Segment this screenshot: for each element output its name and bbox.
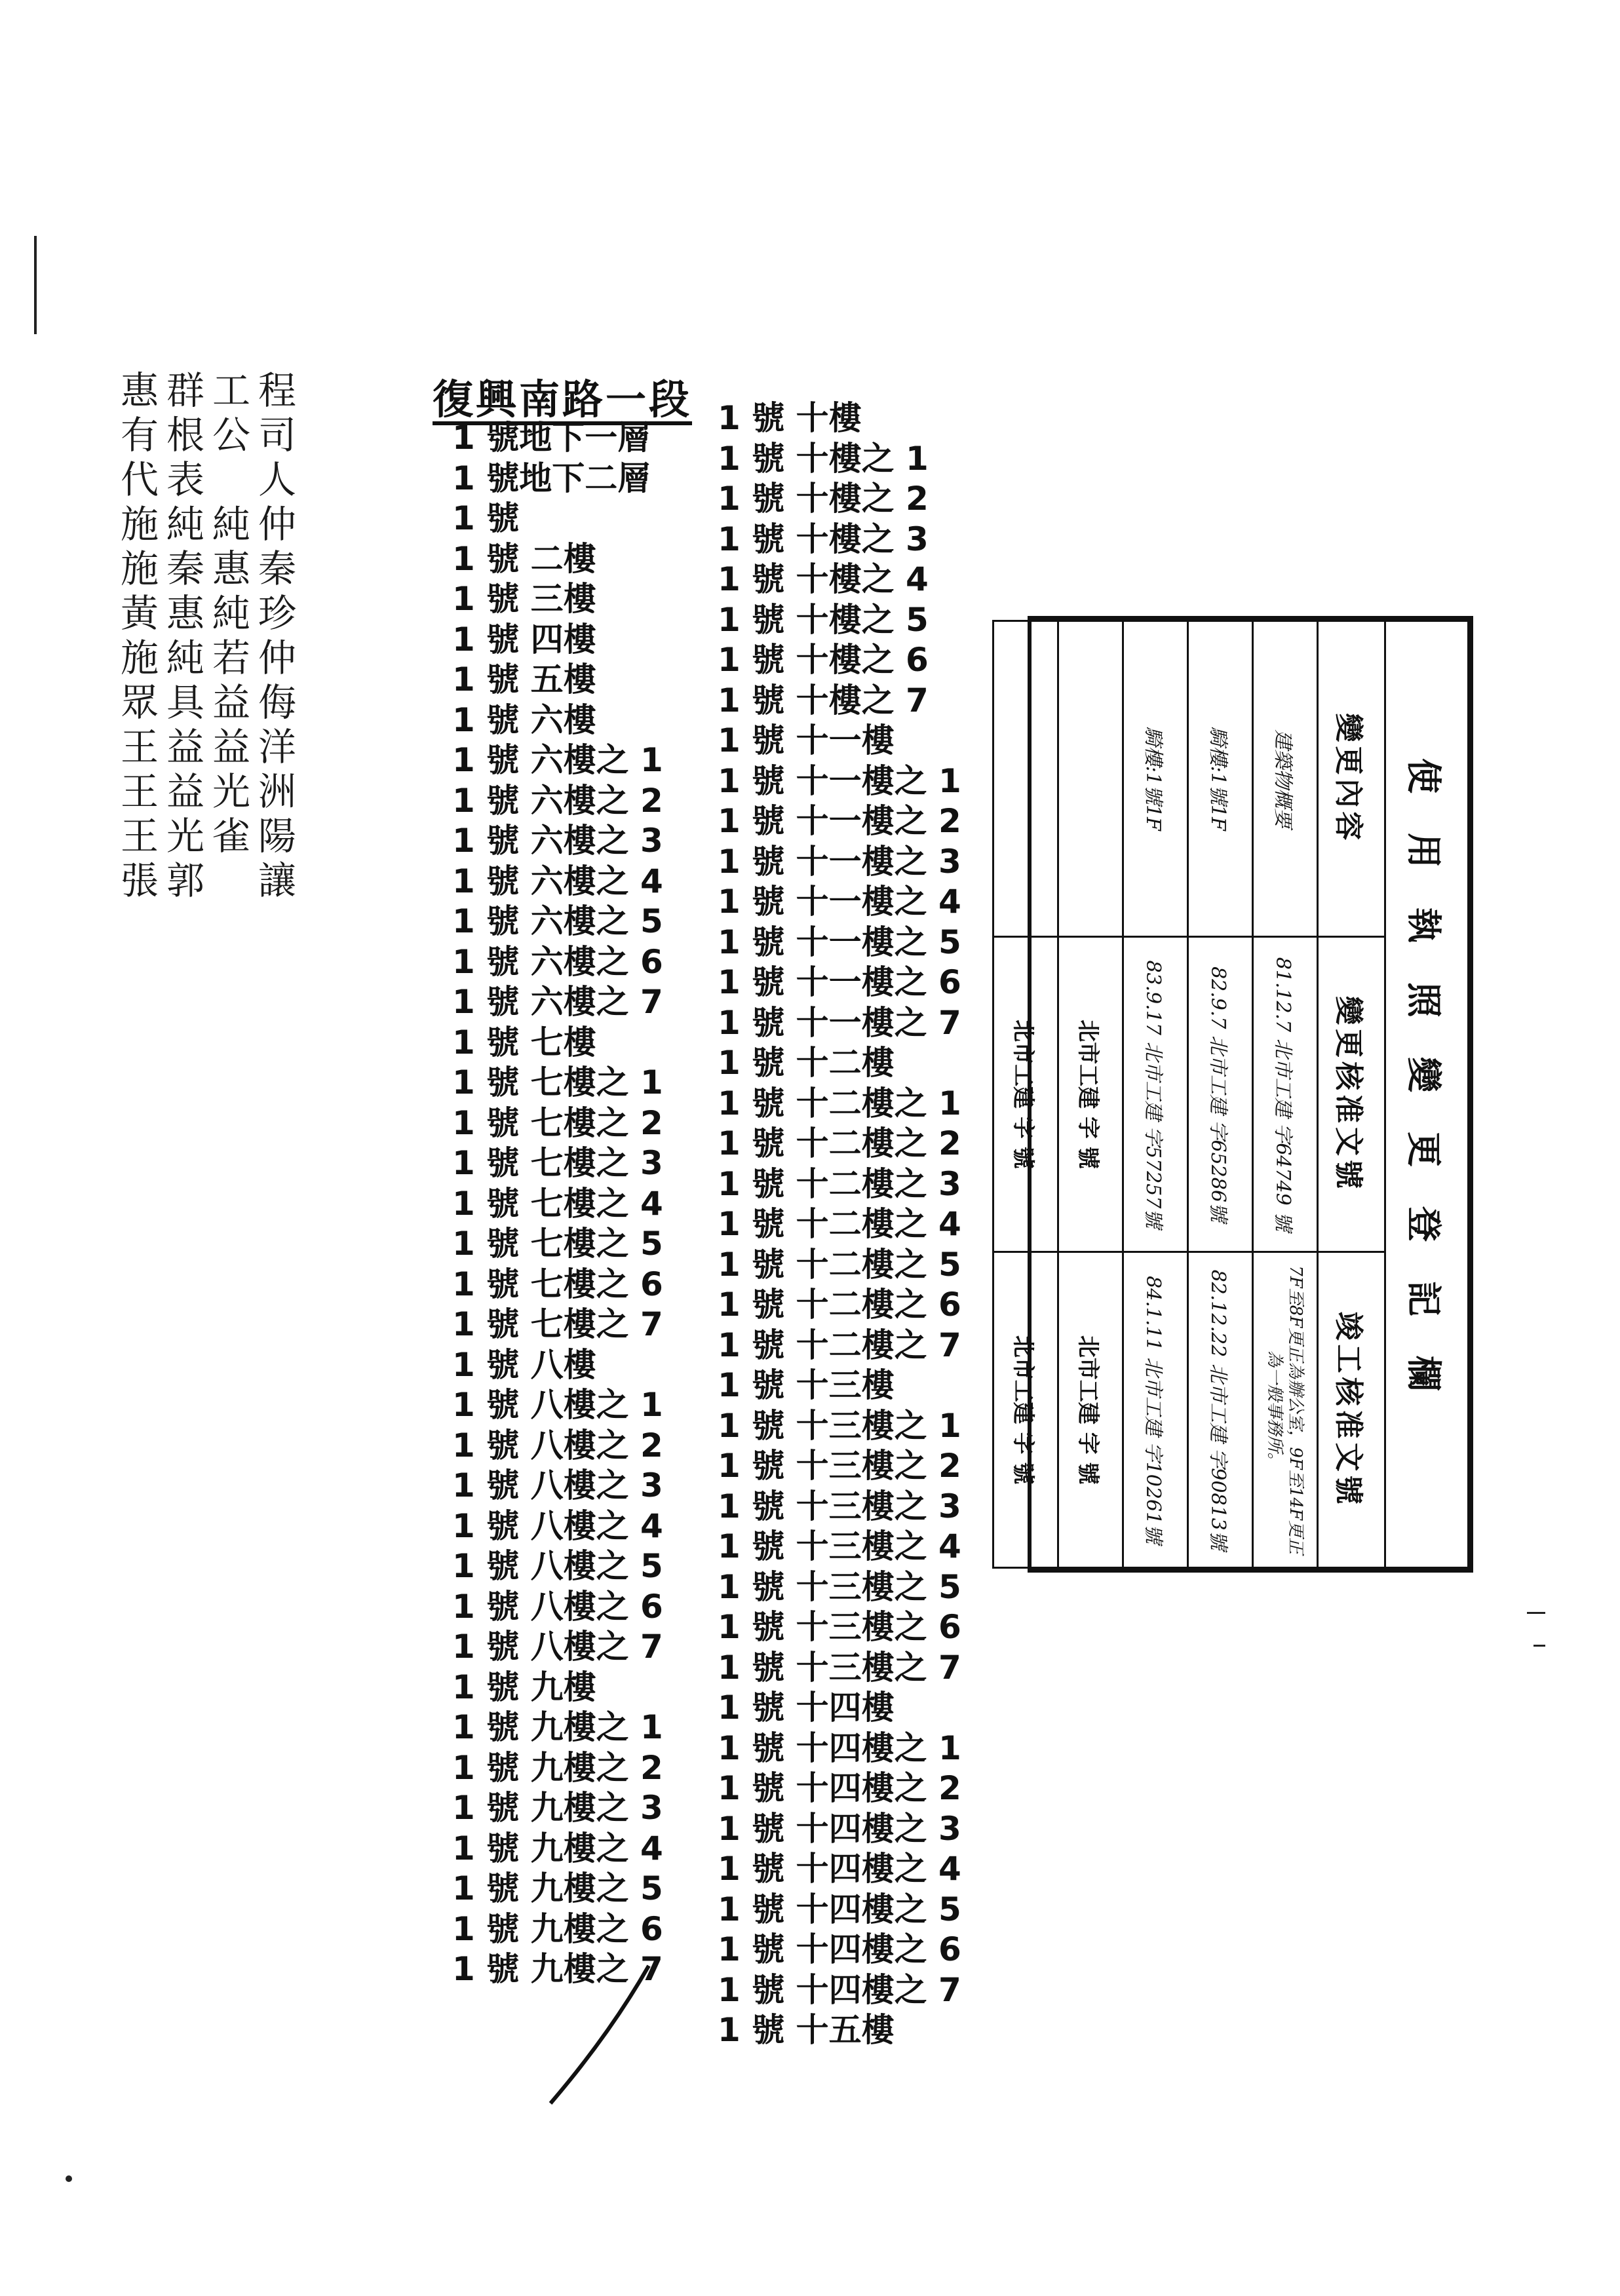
list-item: 1 號 十一樓之 6	[718, 963, 961, 1001]
list-item: 1 號 七樓之 2	[452, 1103, 663, 1142]
list-item: 1 號 六樓之 4	[452, 862, 663, 900]
row-2-change-doc: 82.9.7 北市工建 字65286號	[1188, 936, 1253, 1252]
list-item: 1 號 十三樓之 3	[718, 1487, 961, 1525]
list-item: 1 號 十二樓	[718, 1044, 895, 1082]
list-item: 1 號 十樓之 6	[718, 641, 929, 679]
use-permit-change-table	[1010, 616, 1473, 1573]
list-item: 1 號 八樓之 6	[452, 1587, 663, 1626]
list-item: 1 號 十一樓	[718, 721, 895, 759]
address-heading: 復興南路一段	[433, 375, 693, 423]
names-column-3: 群根表純秦惠純具益益光郭	[160, 370, 204, 905]
list-item: 1 號 七樓之 7	[452, 1305, 663, 1343]
list-item: 1 號 八樓之 2	[452, 1426, 663, 1464]
list-item: 1 號 十二樓之 6	[718, 1286, 961, 1324]
row-5-change-doc: 北市工建 字 號	[993, 936, 1058, 1252]
list-item: 1 號 十三樓之 4	[718, 1527, 961, 1565]
list-item: 1 號 十四樓之 2	[718, 1769, 961, 1807]
list-item: 1 號地下一層	[452, 419, 651, 457]
list-item: 1 號 十四樓之 1	[718, 1729, 961, 1767]
list-item: 1 號 十二樓之 7	[718, 1326, 961, 1364]
list-item: 1 號 十四樓之 4	[718, 1850, 961, 1888]
list-item: 1 號 十一樓之 2	[718, 802, 961, 840]
list-item: 1 號 九樓之 1	[452, 1708, 663, 1746]
scan-mark-dot	[66, 2175, 72, 2182]
list-item: 1 號 十四樓之 6	[718, 1930, 961, 1968]
list-item: 1 號 六樓之 1	[452, 741, 663, 779]
floor-list-b	[718, 398, 961, 2051]
list-item: 1 號 十三樓	[718, 1366, 895, 1404]
list-item: 1 號地下二層	[452, 459, 651, 497]
scan-mark-right	[1527, 1612, 1545, 1614]
list-item: 1 號 十二樓之 4	[718, 1205, 961, 1243]
list-item: 1 號 十二樓之 3	[718, 1164, 961, 1203]
names-table	[115, 370, 294, 905]
row-3-change-doc: 83.9.17 北市工建 字57257號	[1123, 936, 1188, 1252]
list-item: 1 號 十三樓之 6	[718, 1608, 961, 1646]
list-item: 1 號 十三樓之 1	[718, 1406, 961, 1445]
list-item: 1 號 六樓之 7	[452, 983, 663, 1021]
list-item: 1 號 十樓	[718, 399, 862, 437]
list-item: 1 號 十一樓之 4	[718, 883, 961, 921]
list-item: 1 號 十四樓之 5	[718, 1890, 961, 1928]
list-item: 1 號 七樓之 1	[452, 1063, 663, 1101]
list-item: 1 號 九樓之 4	[452, 1829, 663, 1867]
row-3-approval-doc: 84.1.11 北市工建 字10261號	[1123, 1252, 1188, 1568]
row-2-content: 騎樓:1號1F	[1188, 621, 1253, 937]
list-item: 1 號 二樓	[452, 539, 596, 578]
list-item: 1 號 十樓之 7	[718, 681, 929, 719]
header-change-content: 變更內容	[1318, 621, 1385, 937]
list-item: 1 號 五樓	[452, 660, 596, 698]
row-4-approval-doc: 北市工建 字 號	[1058, 1252, 1123, 1568]
row-1-approval-doc: 7F至8F更正為辦公室，9F至14F更正為一般事務所。	[1253, 1252, 1318, 1568]
table-row	[993, 621, 1058, 1568]
list-item: 1 號 九樓之 3	[452, 1789, 663, 1827]
list-item: 1 號 八樓之 1	[452, 1386, 663, 1424]
list-item: 1 號 七樓之 6	[452, 1265, 663, 1303]
list-item: 1 號 十二樓之 5	[718, 1245, 961, 1284]
row-1-content: 建築物概要	[1253, 621, 1318, 937]
list-item: 1 號 十樓之 2	[718, 480, 929, 518]
list-item: 1 號 十三樓之 5	[718, 1567, 961, 1606]
list-item: 1 號 十一樓之 1	[718, 761, 961, 800]
list-item: 1 號 九樓之 5	[452, 1869, 663, 1907]
list-item: 1 號 九樓之 7	[452, 1950, 663, 1988]
table-row	[1123, 621, 1188, 1568]
list-item: 1 號 八樓之 5	[452, 1547, 663, 1585]
list-item: 1 號 八樓之 7	[452, 1628, 663, 1666]
names-column-1: 程司人仲秦珍仲侮洋洲陽讓	[252, 370, 296, 905]
row-5-approval-doc: 北市工建 字 號	[993, 1252, 1058, 1568]
stamp-table-title: 使用執照變更登記欄	[1385, 621, 1469, 1568]
list-item: 1 號 八樓	[452, 1345, 596, 1384]
list-item: 1 號 十樓之 5	[718, 600, 929, 639]
list-item: 1 號 九樓	[452, 1668, 596, 1706]
list-item: 1 號 七樓之 3	[452, 1144, 663, 1182]
list-item: 1 號 十一樓之 7	[718, 1003, 961, 1042]
list-item: 1 號 十樓之 3	[718, 520, 929, 558]
list-item: 1 號 十四樓	[718, 1689, 895, 1727]
names-column-4: 惠有代施施黃施眾王王王張	[114, 370, 159, 905]
list-item: 1 號 八樓之 4	[452, 1506, 663, 1545]
table-row	[1253, 621, 1318, 1568]
list-item: 1 號 七樓	[452, 1023, 596, 1062]
list-item: 1 號 九樓之 2	[452, 1748, 663, 1787]
list-item: 1 號 四樓	[452, 620, 596, 659]
header-approval-doc: 竣工核准文號	[1318, 1252, 1385, 1568]
list-item: 1 號 六樓	[452, 700, 596, 739]
pen-stroke-path	[550, 1966, 649, 2103]
list-item: 1 號 三樓	[452, 580, 596, 618]
list-item: 1 號 七樓之 5	[452, 1225, 663, 1263]
list-item: 1 號 十三樓之 7	[718, 1648, 961, 1687]
list-item: 1 號 十一樓之 5	[718, 923, 961, 961]
list-item: 1 號 十二樓之 1	[718, 1084, 961, 1122]
list-item: 1 號 十一樓之 3	[718, 842, 961, 881]
list-item: 1 號 十二樓之 2	[718, 1124, 961, 1162]
list-item: 1 號 十四樓之 7	[718, 1970, 961, 2009]
scan-mark-right-2	[1533, 1645, 1545, 1647]
row-3-content: 騎樓:1號1F	[1123, 621, 1188, 937]
list-item: 1 號 六樓之 6	[452, 942, 663, 981]
list-item: 1 號 十五樓	[718, 2011, 895, 2049]
list-item: 1 號 十樓之 1	[718, 439, 929, 478]
list-item: 1 號 十樓之 4	[718, 560, 929, 598]
list-item: 1 號 八樓之 3	[452, 1466, 663, 1504]
list-item: 1 號 六樓之 2	[452, 781, 663, 820]
list-item: 1 號 六樓之 3	[452, 822, 663, 860]
table-row	[1188, 621, 1253, 1568]
list-item: 1 號 七樓之 4	[452, 1184, 663, 1223]
row-2-approval-doc: 82.12.22 北市工建 字90813號	[1188, 1252, 1253, 1568]
header-change-doc: 變更核准文號	[1318, 936, 1385, 1252]
row-4-content	[1058, 621, 1123, 937]
row-1-change-doc: 81.12.7 北市工建 字64749 號	[1253, 936, 1318, 1252]
list-item: 1 號 六樓之 5	[452, 902, 663, 940]
row-5-content	[993, 621, 1058, 937]
list-item: 1 號 十四樓之 3	[718, 1809, 961, 1848]
list-item: 1 號 九樓之 6	[452, 1909, 663, 1948]
table-row	[1058, 621, 1123, 1568]
floor-list-a	[452, 418, 663, 1990]
row-4-change-doc: 北市工建 字 號	[1058, 936, 1123, 1252]
pen-stroke-mark	[537, 1959, 668, 2116]
list-item: 1 號	[452, 499, 520, 537]
scan-mark-left-edge	[34, 236, 37, 334]
list-item: 1 號 十三樓之 2	[718, 1447, 961, 1485]
names-column-2: 工公 純惠純若益益光雀	[206, 370, 250, 860]
